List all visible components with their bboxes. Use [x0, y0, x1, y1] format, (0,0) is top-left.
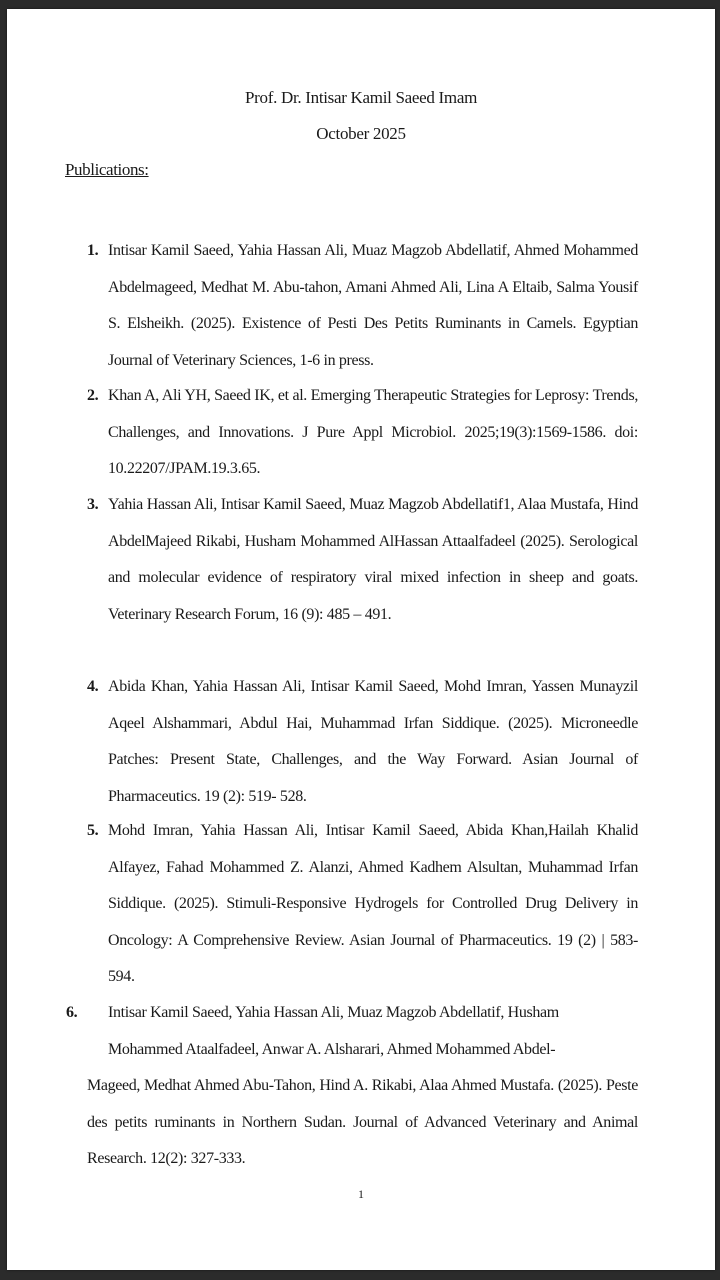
publication-item [87, 813, 638, 996]
publication-item [87, 378, 638, 488]
publication-item [87, 233, 638, 379]
author-name: Prof. Dr. Intisar Kamil Saeed Imam [245, 88, 477, 107]
publication-text-line2: Mohammed Ataalfadeel, Anwar A. Alsharari, Ahmed Mohammed Abdel- [108, 1040, 556, 1058]
publication-text: Khan A, Ali YH, Saeed IK, et al. Emerging Therapeutic Strategies for Leprosy: Trends, Challenges, and Innovations. J Pure Appl Microbiol. 2025;19(3):1569-1586. doi: 10.22207/JPAM.19.3.65. [108, 387, 638, 477]
publication-text: Abida Khan, Yahia Hassan Ali, Intisar Kamil Saeed, Mohd Imran, Yassen Munayzil Aqeel Alshammari, Abdul Hai, Muhammad Irfan Siddique. (2025). Microneedle Patches: Present State, Challenges, and the Way Forward. Asian Journal of Pharmaceutics. 19 (2): 519- 528. [108, 678, 638, 805]
publication-text: Intisar Kamil Saeed, Yahia Hassan Ali, Muaz Magzob Abdellatif, Ahmed Mohammed Abdelmageed, Medhat M. Abu-tahon, Amani Ahmed Ali, Lina A Eltaib, Salma Yousif S. Elsheikh. (2025). Existence of Pesti Des Petits Ruminants in Camels. Egyptian Journal of Veterinary Sciences, 1-6 in press. [108, 242, 638, 369]
document-date: October 2025 [316, 124, 406, 143]
publication-number: 4. [87, 678, 99, 695]
publication-item [87, 487, 638, 633]
publications-heading: Publications: [65, 160, 149, 179]
publication-number: 3. [87, 496, 99, 513]
publication-number: 1. [87, 242, 99, 259]
publication-text: Yahia Hassan Ali, Intisar Kamil Saeed, Muaz Magzob Abdellatif1, Alaa Mustafa, Hind AbdelMajeed Rikabi, Husham Mohammed AlHassan Attaalfadeel (2025). Serological and molecular evidence of respiratory viral mixed infection in sheep and goats. Veterinary Research Forum, 16 (9): 485 – 491. [108, 496, 638, 623]
page-number: 1 [358, 1187, 364, 1201]
publication-number: 6. [66, 1004, 78, 1021]
publication-item [87, 669, 638, 815]
publication-text-rest: Mageed, Medhat Ahmed Abu-Tahon, Hind A. Rikabi, Alaa Ahmed Mustafa. (2025). Peste des petits ruminants in Northern Sudan. Journal of Advanced Veterinary and Animal Research. 12(2): 327-333. [87, 1077, 638, 1167]
publication-item [66, 995, 638, 1178]
publication-text: Mohd Imran, Yahia Hassan Ali, Intisar Kamil Saeed, Abida Khan,Hailah Khalid Alfayez, Fahad Mohammed Z. Alanzi, Ahmed Kadhem Alsultan, Muhammad Irfan Siddique. (2025). Stimuli-Responsive Hydrogels for Controlled Drug Delivery in Oncology: A Comprehensive Review. Asian Journal of Pharmaceutics. 19 (2) | 583- 594. [108, 822, 638, 985]
publication-text-line1: Intisar Kamil Saeed, Yahia Hassan Ali, Muaz Magzob Abdellatif, Husham [108, 1004, 559, 1021]
document-page [7, 9, 715, 1270]
publication-number: 2. [87, 387, 99, 404]
publication-number: 5. [87, 822, 99, 839]
